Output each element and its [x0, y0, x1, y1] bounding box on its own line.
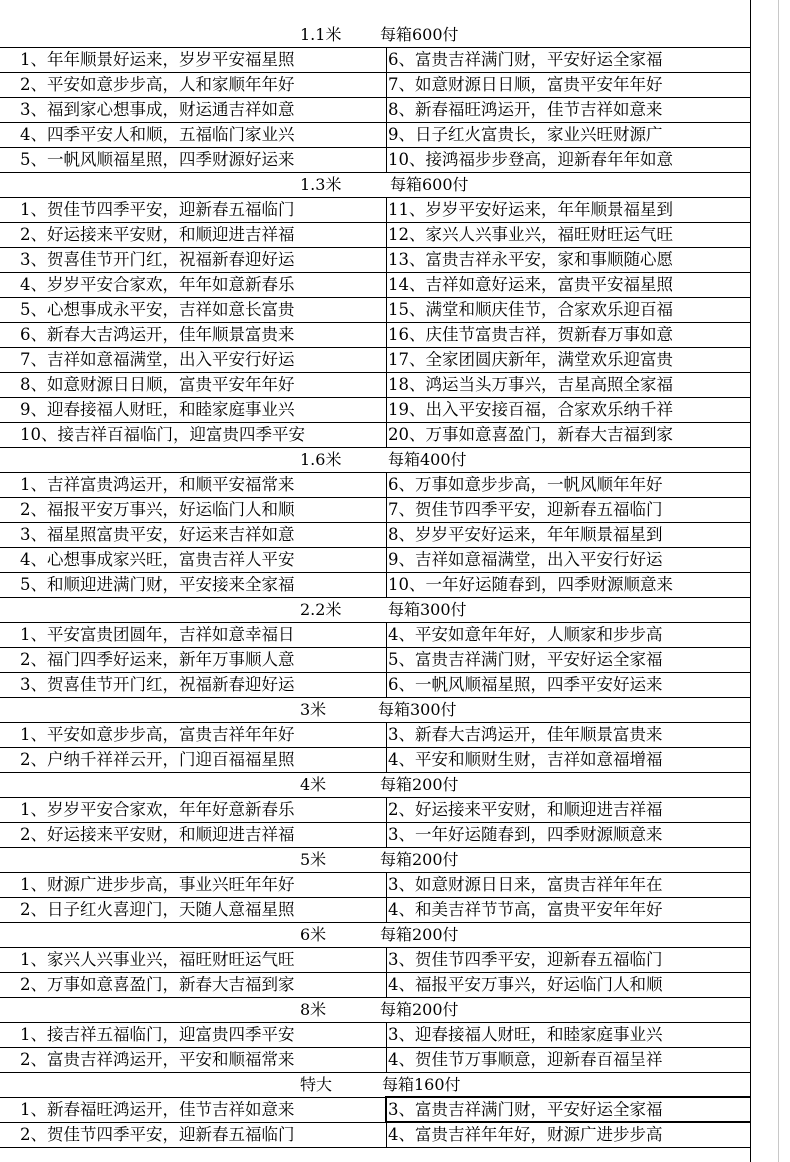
table-row	[0, 547, 750, 573]
cell-divider	[386, 822, 387, 847]
couplet-cell-left[interactable]: 8、如意财源日日顺，富贵平安年年好	[20, 375, 295, 394]
cell-divider	[386, 972, 387, 997]
couplet-cell-right[interactable]: 4、富贵吉祥年年好，财源广进步步高	[388, 1125, 663, 1144]
couplet-cell-left[interactable]: 2、户纳千祥祥云开，门迎百福福星照	[20, 750, 295, 769]
table-row	[0, 522, 750, 548]
couplet-cell-left[interactable]: 4、心想事成家兴旺，富贵吉祥人平安	[20, 550, 295, 569]
cell-divider	[386, 72, 387, 97]
table-row	[0, 272, 750, 298]
table-row	[0, 497, 750, 523]
cell-divider	[386, 1047, 387, 1072]
couplet-cell-left[interactable]: 5、和顺迎进满门财，平安接来全家福	[20, 575, 295, 594]
cell-divider	[386, 947, 387, 972]
table-row	[0, 822, 750, 848]
size-label: 特大	[300, 1075, 333, 1094]
table-row	[0, 472, 750, 498]
couplet-cell-right[interactable]: 3、一年好运随春到，四季财源顺意来	[388, 825, 663, 844]
section-header	[0, 1072, 750, 1098]
cell-divider	[386, 122, 387, 147]
couplet-cell-right[interactable]: 4、福报平安万事兴，好运临门人和顺	[388, 975, 663, 994]
couplet-cell-right[interactable]: 19、出入平安接百福，合家欢乐纳千祥	[388, 400, 673, 419]
table-row	[0, 322, 750, 348]
cell-divider	[386, 372, 387, 397]
couplet-cell-right[interactable]: 14、吉祥如意好运来，富贵平安福星照	[388, 275, 673, 294]
section-header	[0, 697, 750, 723]
cell-divider	[386, 872, 387, 897]
couplet-cell-left[interactable]: 4、四季平安人和顺，五福临门家业兴	[20, 125, 295, 144]
couplet-cell-right[interactable]: 9、吉祥如意福满堂，出入平安行好运	[388, 550, 663, 569]
table-row	[0, 222, 750, 248]
couplet-cell-left[interactable]: 3、福到家心想事成，财运通吉祥如意	[20, 100, 295, 119]
couplet-cell-right[interactable]: 6、富贵吉祥满门财，平安好运全家福	[388, 50, 663, 69]
size-label: 4米	[300, 775, 327, 794]
couplet-cell-left[interactable]: 1、年年顺景好运来，岁岁平安福星照	[20, 50, 295, 69]
couplet-cell-right[interactable]: 3、如意财源日日来，富贵吉祥年年在	[388, 875, 663, 894]
couplet-cell-right[interactable]: 9、日子红火富贵长，家业兴旺财源广	[388, 125, 663, 144]
table-row	[0, 872, 750, 898]
section-header	[0, 922, 750, 948]
size-label: 6米	[300, 925, 327, 944]
couplet-cell-right[interactable]: 3、迎春接福人财旺，和睦家庭事业兴	[388, 1025, 663, 1044]
couplet-cell-left[interactable]: 2、万事如意喜盈门，新春大吉福到家	[20, 975, 295, 994]
couplet-cell-left[interactable]: 3、福星照富贵平安，好运来吉祥如意	[20, 525, 295, 544]
couplet-cell-left[interactable]: 1、新春福旺鸿运开，佳节吉祥如意来	[20, 1100, 295, 1119]
couplet-cell-left[interactable]: 1、接吉祥五福临门，迎富贵四季平安	[20, 1025, 295, 1044]
couplet-cell-left[interactable]: 4、岁岁平安合家欢，年年如意新春乐	[20, 275, 295, 294]
couplet-cell-left[interactable]: 2、福报平安万事兴，好运临门人和顺	[20, 500, 295, 519]
couplet-cell-left[interactable]: 1、家兴人兴事业兴，福旺财旺运气旺	[20, 950, 295, 969]
couplet-cell-right[interactable]: 7、贺佳节四季平安，迎新春五福临门	[388, 500, 663, 519]
table-row	[0, 897, 750, 923]
couplet-cell-left[interactable]: 6、新春大吉鸿运开，佳年顺景富贵来	[20, 325, 295, 344]
size-label: 1.6米	[300, 450, 342, 469]
cell-divider	[386, 322, 387, 347]
table-row	[0, 1047, 750, 1073]
table-row	[0, 297, 750, 323]
couplet-cell-right[interactable]: 8、岁岁平安好运来，年年顺景福星到	[388, 525, 663, 544]
couplet-cell-right[interactable]: 4、平安和顺财生财，吉祥如意福增福	[388, 750, 663, 769]
table-row	[0, 147, 750, 173]
couplet-cell-right[interactable]: 16、庆佳节富贵吉祥，贺新春万事如意	[388, 325, 673, 344]
table-row	[0, 197, 750, 223]
table-row	[0, 422, 750, 448]
couplet-cell-left[interactable]: 9、迎春接福人财旺，和睦家庭事业兴	[20, 400, 295, 419]
column-gridline	[778, 0, 779, 1162]
table-row	[0, 97, 750, 123]
size-label: 8米	[300, 1000, 327, 1019]
table-row	[0, 672, 750, 698]
couplet-cell-left[interactable]: 1、吉祥富贵鸿运开，和顺平安福常来	[20, 475, 295, 494]
couplet-cell-left[interactable]: 5、一帆风顺福星照，四季财源好运来	[20, 150, 295, 169]
couplet-cell-right[interactable]: 7、如意财源日日顺，富贵平安年年好	[388, 75, 663, 94]
couplet-cell-right[interactable]: 3、新春大吉鸿运开，佳年顺景富贵来	[388, 725, 663, 744]
pack-quantity: 每箱300付	[388, 600, 467, 619]
couplet-cell-left[interactable]: 3、贺喜佳节开门红，祝福新春迎好运	[20, 675, 295, 694]
couplet-cell-right[interactable]: 17、全家团圆庆新年，满堂欢乐迎富贵	[388, 350, 673, 369]
couplet-cell-left[interactable]: 7、吉祥如意福满堂，出入平安行好运	[20, 350, 295, 369]
couplet-cell-right[interactable]: 20、万事如意喜盈门，新春大吉福到家	[388, 425, 673, 444]
couplet-cell-left[interactable]: 1、平安如意步步高，富贵吉祥年年好	[20, 725, 295, 744]
couplet-cell-right[interactable]: 6、万事如意步步高，一帆风顺年年好	[388, 475, 663, 494]
section-header	[0, 447, 750, 473]
couplet-cell-left[interactable]: 2、好运接来平安财，和顺迎进吉祥福	[20, 825, 295, 844]
cell-divider	[386, 1122, 387, 1147]
couplet-cell-left[interactable]: 5、心想事成永平安，吉祥如意长富贵	[20, 300, 295, 319]
couplet-cell-right[interactable]: 11、岁岁平安好运来，年年顺景福星到	[388, 200, 673, 219]
size-label: 1.3米	[300, 175, 342, 194]
table-row	[0, 622, 750, 648]
couplet-cell-right[interactable]: 10、一年好运随春到，四季财源顺意来	[388, 575, 673, 594]
couplet-cell-left[interactable]: 2、日子红火喜迎门，天随人意福星照	[20, 900, 295, 919]
couplet-cell-left[interactable]: 10、接吉祥百福临门，迎富贵四季平安	[20, 425, 305, 444]
pack-quantity: 每箱200付	[380, 925, 459, 944]
table-row	[0, 797, 750, 823]
section-header	[0, 597, 750, 623]
section-header	[0, 172, 750, 198]
cell-divider	[386, 47, 387, 72]
cell-divider	[386, 647, 387, 672]
pack-quantity: 每箱200付	[380, 775, 459, 794]
table-row	[0, 747, 750, 773]
cell-divider	[386, 522, 387, 547]
size-label: 2.2米	[300, 600, 342, 619]
couplet-cell-left[interactable]: 2、贺佳节四季平安，迎新春五福临门	[20, 1125, 295, 1144]
pack-quantity: 每箱200付	[380, 850, 459, 869]
couplet-cell-right[interactable]: 4、平安如意年年好，人顺家和步步高	[388, 625, 663, 644]
couplet-cell-left[interactable]: 1、财源广进步步高，事业兴旺年年好	[20, 875, 295, 894]
couplet-cell-right[interactable]: 5、富贵吉祥满门财，平安好运全家福	[388, 650, 663, 669]
cell-divider	[386, 347, 387, 372]
couplet-cell-right[interactable]: 12、家兴人兴事业兴，福旺财旺运气旺	[388, 225, 673, 244]
couplet-cell-left[interactable]: 1、平安富贵团圆年，吉祥如意幸福日	[20, 625, 295, 644]
table-row	[0, 72, 750, 98]
cell-divider	[386, 722, 387, 747]
cell-divider	[386, 97, 387, 122]
section-header	[0, 847, 750, 873]
couplet-cell-right[interactable]: 8、新春福旺鸿运开，佳节吉祥如意来	[388, 100, 663, 119]
table-row	[0, 1022, 750, 1048]
pack-quantity: 每箱200付	[380, 1000, 459, 1019]
couplet-cell-right[interactable]: 4、贺佳节万事顺意，迎新春百福呈祥	[388, 1050, 663, 1069]
cell-divider	[386, 897, 387, 922]
table-row	[0, 247, 750, 273]
section-header	[0, 772, 750, 798]
couplet-cell-right[interactable]: 4、和美吉祥节节高，富贵平安年年好	[388, 900, 663, 919]
pack-quantity: 每箱160付	[382, 1075, 461, 1094]
couplet-cell-right[interactable]: 3、贺佳节四季平安，迎新春五福临门	[388, 950, 663, 969]
couplet-cell-left[interactable]: 2、富贵吉祥鸿运开，平安和顺福常来	[20, 1050, 295, 1069]
couplet-cell-right[interactable]: 2、好运接来平安财，和顺迎进吉祥福	[388, 800, 663, 819]
couplet-cell-right[interactable]: 3、富贵吉祥满门财，平安好运全家福	[388, 1100, 663, 1119]
table-row	[0, 347, 750, 373]
size-label: 1.1米	[300, 25, 342, 44]
table-row	[0, 397, 750, 423]
table-row	[0, 722, 750, 748]
table-row	[0, 572, 750, 598]
cell-divider	[386, 622, 387, 647]
cell-divider	[386, 547, 387, 572]
couplet-cell-left[interactable]: 2、平安如意步步高，人和家顺年年好	[20, 75, 295, 94]
couplet-cell-right[interactable]: 13、富贵吉祥永平安，家和事顺随心愿	[388, 250, 673, 269]
cell-divider	[386, 472, 387, 497]
couplet-cell-left[interactable]: 1、岁岁平安合家欢，年年好意新春乐	[20, 800, 295, 819]
size-label: 5米	[300, 850, 327, 869]
pack-quantity: 每箱600付	[390, 175, 469, 194]
table-row	[0, 947, 750, 973]
table-row	[0, 47, 750, 73]
cell-divider	[386, 497, 387, 522]
couplet-cell-right[interactable]: 10、接鸿福步步登高，迎新春年年如意	[388, 150, 673, 169]
table-row	[0, 122, 750, 148]
couplet-cell-right[interactable]: 6、一帆风顺福星照，四季平安好运来	[388, 675, 663, 694]
cell-divider	[386, 272, 387, 297]
couplet-cell-left[interactable]: 2、福门四季好运来，新年万事顺人意	[20, 650, 295, 669]
couplet-cell-left[interactable]: 2、好运接来平安财，和顺迎进吉祥福	[20, 225, 295, 244]
cell-divider	[386, 222, 387, 247]
pack-quantity: 每箱300付	[378, 700, 457, 719]
cell-divider	[386, 247, 387, 272]
couplet-cell-left[interactable]: 1、贺佳节四季平安，迎新春五福临门	[20, 200, 295, 219]
selected-cell-outline	[385, 1096, 751, 1122]
couplet-cell-right[interactable]: 15、满堂和顺庆佳节，合家欢乐迎百福	[388, 300, 673, 319]
table-right-border	[750, 0, 751, 1162]
table-row	[0, 1122, 750, 1148]
cell-divider	[386, 147, 387, 172]
table-row	[0, 972, 750, 998]
table-row	[0, 647, 750, 673]
couplet-cell-left[interactable]: 3、贺喜佳节开门红，祝福新春迎好运	[20, 250, 295, 269]
section-header	[0, 997, 750, 1023]
cell-divider	[386, 197, 387, 222]
cell-divider	[386, 397, 387, 422]
pack-quantity: 每箱600付	[380, 25, 459, 44]
cell-divider	[386, 297, 387, 322]
section-header	[0, 22, 750, 48]
table-row	[0, 372, 750, 398]
cell-divider	[386, 797, 387, 822]
size-label: 3米	[300, 700, 327, 719]
cell-divider	[386, 572, 387, 597]
cell-divider	[386, 422, 387, 447]
pack-quantity: 每箱400付	[388, 450, 467, 469]
cell-divider	[386, 747, 387, 772]
cell-divider	[386, 672, 387, 697]
cell-divider	[386, 1022, 387, 1047]
couplet-cell-right[interactable]: 18、鸿运当头万事兴，吉星高照全家福	[388, 375, 673, 394]
